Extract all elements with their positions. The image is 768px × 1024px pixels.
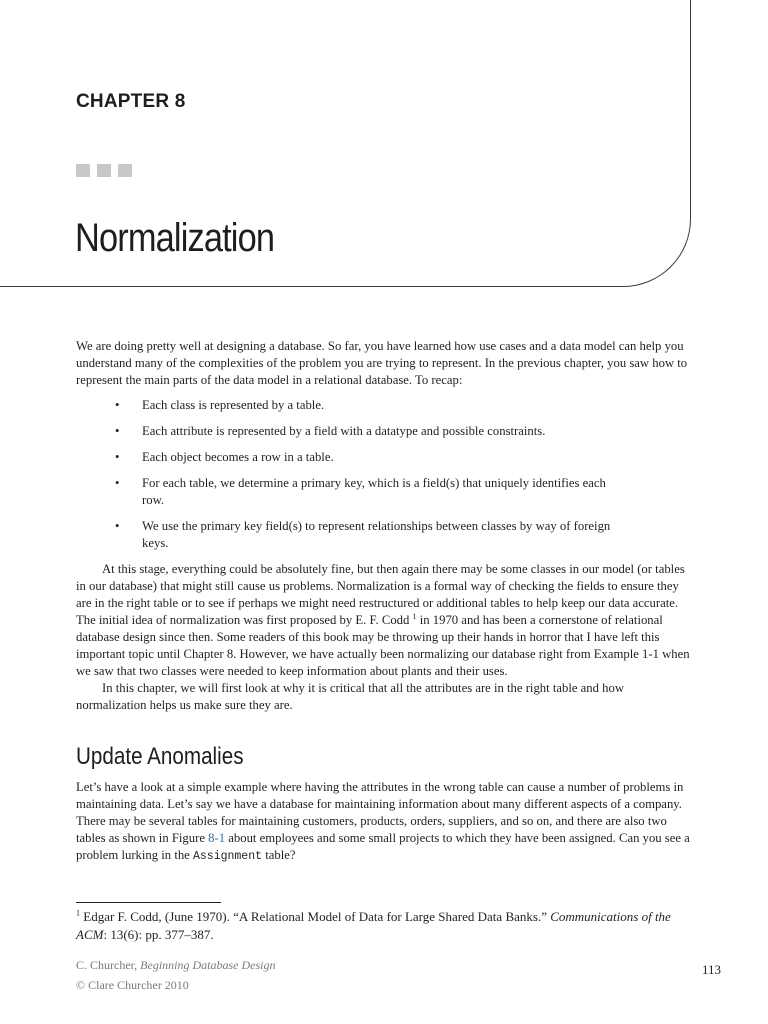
footnote-divider bbox=[76, 902, 221, 903]
recap-list bbox=[76, 397, 696, 552]
footnote-marker: 1 bbox=[76, 908, 80, 918]
page-number: 113 bbox=[701, 962, 721, 977]
chapter-overview-paragraph: In this chapter, we will first look at why it is critical that all the attributes are in the right table and how normalization helps us make sure they are. bbox=[76, 681, 625, 712]
decorative-squares bbox=[76, 164, 132, 177]
paragraph-text: At this stage, everything could be absolutely fine, but then again there may be some classes in our model (or tables in our database) that might still cause us problems. Normalization is a formal way of checking the fields to ensure they are in the right table or to see if perhaps we might need restructured or additional tables to help keep our data accurate. The initial idea of normalization was first proposed by E. F. Codd bbox=[76, 562, 685, 627]
author-name: C. Churcher, bbox=[76, 958, 141, 972]
footnote bbox=[76, 908, 696, 944]
page-footer bbox=[76, 955, 276, 995]
paragraph-text: in 1970 and has been a cornerstone of relational database design since then. Some readers of this book may be throwing up their hands in horror that I have left this important topic until Chapter 8. However, we have actually been normalizing our database right from Example 1-1 when we saw that two classes were needed to keep information about plants and their uses. bbox=[76, 613, 690, 678]
figure-link[interactable]: 8-1 bbox=[208, 831, 226, 845]
decorative-square bbox=[97, 164, 111, 177]
table-name-code: Assignment bbox=[193, 850, 263, 863]
recap-list-item: • For each table, we determine a primary key, which is a field(s) that uniquely identifies each row. bbox=[76, 475, 612, 509]
recap-list-item: • Each attribute is represented by a field with a datatype and possible constraints. bbox=[76, 423, 612, 440]
copyright: © Clare Churcher 2010 bbox=[76, 978, 189, 992]
paragraph-text: table? bbox=[262, 848, 296, 862]
journal-title: Communications of the ACM bbox=[76, 909, 671, 942]
recap-list-item: • Each object becomes a row in a table. bbox=[76, 449, 612, 466]
normalization-intro-paragraph bbox=[76, 561, 696, 680]
book-title: Beginning Database Design bbox=[140, 958, 276, 972]
recap-list-item: • Each class is represented by a table. bbox=[76, 397, 612, 414]
book-credit bbox=[76, 955, 276, 975]
section-heading: Update Anomalies bbox=[76, 743, 244, 770]
footnote-details: : 13(6): pp. 377–387. bbox=[103, 927, 214, 942]
recap-list-item: • We use the primary key field(s) to represent relationships between classes by way of foreign keys. bbox=[76, 518, 612, 552]
intro-paragraph: We are doing pretty well at designing a database. So far, you have learned how use cases and a data model can help you understand many of the complexities of the problem you are trying to represent. In the previous chapter, you saw how to represent the main parts of the data model in a relational database. To recap: bbox=[76, 339, 688, 387]
chapter-body bbox=[76, 338, 696, 865]
chapter-label: CHAPTER 8 bbox=[76, 91, 186, 112]
paragraph-text: Let’s have a look at a simple example where having the attributes in the wrong table can cause a number of problems in maintaining data. Let’s say we have a database for maintaining information about many different aspects of a company. There may be several tables for maintaining customers, products, orders, suppliers, and so on, and there are also two tables as shown in Figure bbox=[76, 780, 684, 845]
decorative-square bbox=[76, 164, 90, 177]
decorative-square bbox=[118, 164, 132, 177]
paragraph-text: about employees and some small projects to which they have been assigned. Can you see a problem lurking in the bbox=[76, 831, 690, 862]
footnote-text: Edgar F. Codd, (June 1970). “A Relational Model of Data for Large Shared Data Banks.” bbox=[80, 909, 551, 924]
update-anomalies-paragraph bbox=[76, 779, 696, 865]
footnote-reference[interactable]: 1 bbox=[412, 611, 417, 621]
chapter-title: Normalization bbox=[75, 216, 275, 260]
